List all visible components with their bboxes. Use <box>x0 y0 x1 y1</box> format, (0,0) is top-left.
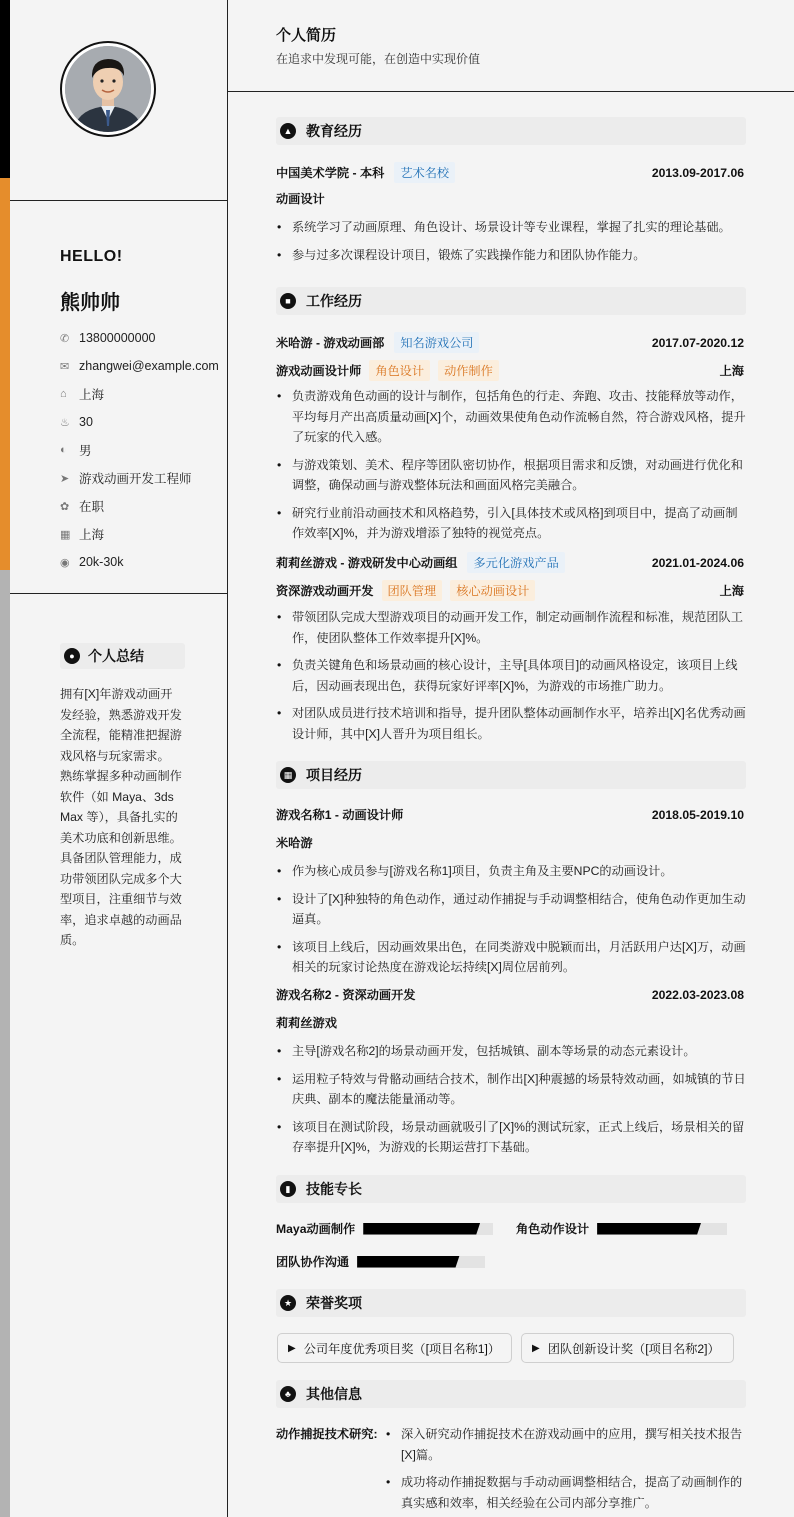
project-company-row <box>276 834 744 851</box>
info-row <box>60 548 219 576</box>
project-date: 2018.05-2019.10 <box>651 807 744 822</box>
skill-item <box>516 1220 727 1237</box>
info-row <box>60 352 219 380</box>
home-icon: ⌂ <box>60 388 67 400</box>
accent-stripe-middle <box>0 178 10 570</box>
education-row <box>276 162 744 183</box>
project-company: 莉莉丝游戏 <box>276 1016 337 1030</box>
info-text: 20k-30k <box>79 555 124 569</box>
page-subtitle: 在追求中发现可能，在创造中实现价值 <box>276 52 481 66</box>
project-company: 米哈游 <box>276 836 313 850</box>
info-row <box>60 464 219 492</box>
skill-tag: 团队管理 <box>382 580 443 601</box>
play-icon: ▶ <box>288 1342 296 1354</box>
other-bullets <box>385 1424 743 1517</box>
section-other-heading <box>276 1380 746 1408</box>
skill-item <box>276 1220 493 1237</box>
job-date: 2017.07-2020.12 <box>651 335 744 350</box>
info-text: 上海 <box>79 528 105 542</box>
list-item: • 深入研究动作捕捉技术在游戏动画中的应用，撰写相关技术报告[X]篇。 <box>385 1424 743 1465</box>
info-row <box>60 324 219 352</box>
status-icon: ✿ <box>60 500 70 513</box>
info-row <box>60 492 219 520</box>
company-name: 米哈游 - 游戏动画部 <box>276 336 385 350</box>
section-title: 荣誉奖项 <box>306 1295 362 1311</box>
info-text: 男 <box>79 444 92 458</box>
accent-stripe-top <box>0 0 10 178</box>
section-title: 技能专长 <box>306 1181 362 1197</box>
award-label: 团队创新设计奖（[项目名称2]） <box>547 1341 720 1356</box>
summary-heading <box>60 643 185 669</box>
list-item: • 设计了[X]种独特的角色动作，通过动作捕捉与手动调整相结合，使角色动作更加生动逼真。 <box>276 889 746 930</box>
award-item[interactable] <box>521 1333 734 1363</box>
list-item: • 带领团队完成大型游戏项目的动画开发工作，制定动画制作流程和标准，规范团队工作，使团队整体工作效率提升[X]%。 <box>276 607 746 648</box>
other-label: 动作捕捉技术研究: <box>276 1427 378 1441</box>
project-bullets <box>276 1041 746 1165</box>
project-date: 2022.03-2023.08 <box>651 987 744 1002</box>
building-icon: ▦ <box>60 528 71 541</box>
job-row <box>276 552 744 573</box>
accent-stripe-bottom <box>0 570 10 1517</box>
list-item: • 负责关键角色和场景动画的核心设计，主导[具体项目]的动画风格设定，该项目上线后，因动画表现出色，获得玩家好评率[X]%，为游戏的市场推广助力。 <box>276 655 746 696</box>
major-name: 动画设计 <box>276 192 325 206</box>
school-tag: 艺术名校 <box>394 162 455 183</box>
email-icon: ✉ <box>60 360 70 373</box>
skill-name: Maya动画制作 <box>276 1222 356 1236</box>
list-item: • 该项目在测试阶段，场景动画就吸引了[X]%的测试玩家，正式上线后，场景相关的留存率提升[X]%，为游戏的长期运营打下基础。 <box>276 1117 746 1158</box>
section-education-heading <box>276 117 746 145</box>
sidebar <box>10 0 228 1517</box>
skill-bar <box>597 1223 727 1235</box>
job-location: 上海 <box>719 364 744 378</box>
project-name: 游戏名称1 - 动画设计师 <box>276 808 404 822</box>
avatar <box>65 46 151 132</box>
phone-icon: ✆ <box>60 332 70 345</box>
send-icon: ➤ <box>60 472 70 485</box>
award-label: 公司年度优秀项目奖（[项目名称1]） <box>303 1341 501 1356</box>
project-company-row <box>276 1014 744 1031</box>
list-item: • 主导[游戏名称2]的场景动画开发，包括城镇、副本等场景的动态元素设计。 <box>276 1041 746 1062</box>
info-row <box>60 380 219 408</box>
hello-heading: HELLO! <box>60 248 123 265</box>
sidebar-divider <box>10 200 228 201</box>
job-bullets <box>276 386 746 551</box>
list-item: • 系统学习了动画原理、角色设计、场景设计等专业课程，掌握了扎实的理论基础。 <box>276 217 746 238</box>
skill-tag: 动作制作 <box>438 360 499 381</box>
info-text: 游戏动画开发工程师 <box>79 472 192 486</box>
education-date: 2013.09-2017.06 <box>651 165 744 180</box>
gender-icon: ◐ <box>60 444 67 456</box>
graduation-cap-icon: ▲ <box>280 123 296 139</box>
info-text: 上海 <box>79 388 105 402</box>
info-text: 在职 <box>79 500 105 514</box>
job-bullets <box>276 607 746 751</box>
job-role: 游戏动画设计师 <box>276 364 362 378</box>
company-tag: 知名游戏公司 <box>394 332 479 353</box>
award-item[interactable] <box>277 1333 512 1363</box>
school-name: 中国美术学院 - 本科 <box>276 166 385 180</box>
skill-name: 角色动作设计 <box>516 1222 590 1236</box>
list-item: • 参与过多次课程设计项目，锻炼了实践操作能力和团队协作能力。 <box>276 245 746 266</box>
skill-bar <box>363 1223 493 1235</box>
job-location: 上海 <box>719 584 744 598</box>
section-title: 工作经历 <box>306 293 362 309</box>
summary-title: 个人总结 <box>88 648 144 664</box>
section-skills-heading <box>276 1175 746 1203</box>
education-bullets <box>276 217 746 272</box>
project-row <box>276 986 744 1003</box>
info-row <box>60 436 219 464</box>
info-row <box>60 408 219 436</box>
job-date: 2021.01-2024.06 <box>651 555 744 570</box>
page-title: 个人简历 <box>276 27 337 44</box>
summary-text: 拥有[X]年游戏动画开发经验，熟悉游戏开发全流程，能精准把握游戏风格与玩家需求。 熟练掌握多种动画制作软件（如 Maya、3ds Max 等），具备扎实的美术功底和创新思维。 具备团队管理能力，成功带领团队完成多个大型项目，注重细节与效率，追求卓越的动画品质。 <box>60 687 182 947</box>
list-item: • 对团队成员进行技术培训和指导，提升团队整体动画制作水平，培养出[X]名优秀动画设计师，其中[X]人晋升为项目组长。 <box>276 703 746 744</box>
list-item: • 该项目上线后，因动画效果出色，在同类游戏中脱颖而出，月活跃用户达[X]万，动画相关的玩家讨论热度在游戏论坛持续[X]周位居前列。 <box>276 937 746 978</box>
list-item: • 成功将动作捕捉数据与手动动画调整相结合，提高了动画制作的真实感和效率，相关经验在公司内部分享推广。 <box>385 1472 743 1513</box>
list-item: • 运用粒子特效与骨骼动画结合技术，制作出[X]种震撼的场景特效动画，如城镇的节日庆典、副本的魔法能量涌动等。 <box>276 1069 746 1110</box>
company-name: 莉莉丝游戏 - 游戏研发中心动画组 <box>276 556 458 570</box>
user-icon: ● <box>64 648 80 664</box>
header-divider <box>228 91 794 92</box>
job-role-row <box>276 580 744 601</box>
job-role-row <box>276 360 744 381</box>
avatar-photo <box>65 46 151 132</box>
grid-icon: ▦ <box>280 767 296 783</box>
info-row <box>60 520 219 548</box>
job-role: 资深游戏动画开发 <box>276 584 374 598</box>
list-item: • 作为核心成员参与[游戏名称1]项目，负责主角及主要NPC的动画设计。 <box>276 861 746 882</box>
company-tag: 多元化游戏产品 <box>467 552 564 573</box>
project-row <box>276 806 744 823</box>
skill-bar-fill <box>363 1223 480 1235</box>
contact-info-list <box>60 324 219 576</box>
skill-bar-fill <box>597 1223 701 1235</box>
section-work-heading <box>276 287 746 315</box>
section-projects-heading <box>276 761 746 789</box>
cake-icon: ♨ <box>60 416 70 429</box>
salary-icon: ◉ <box>60 556 70 569</box>
person-name: 熊帅帅 <box>60 292 120 314</box>
list-item: • 研究行业前沿动画技术和风格趋势，引入[具体技术或风格]到项目中，提高了动画制作效率[X]%，并为游戏增添了独特的视觉亮点。 <box>276 503 746 544</box>
skill-tag: 核心动画设计 <box>450 580 535 601</box>
section-title: 教育经历 <box>306 123 362 139</box>
project-name: 游戏名称2 - 资深动画开发 <box>276 988 416 1002</box>
people-icon: ♣ <box>280 1386 296 1402</box>
skill-tag: 角色设计 <box>369 360 430 381</box>
bar-chart-icon: ▮ <box>280 1181 296 1197</box>
skill-item <box>276 1253 485 1270</box>
section-title: 项目经历 <box>306 767 362 783</box>
info-text: 13800000000 <box>79 331 156 345</box>
skill-name: 团队协作沟通 <box>276 1255 350 1269</box>
project-bullets <box>276 861 746 985</box>
skill-bar-fill <box>357 1256 459 1268</box>
sidebar-divider <box>10 593 228 594</box>
list-item: • 与游戏策划、美术、程序等团队密切协作，根据项目需求和反馈，对动画进行优化和调整，确保动画与游戏整体玩法和画面风格完美融合。 <box>276 455 746 496</box>
section-awards-heading <box>276 1289 746 1317</box>
job-row <box>276 332 744 353</box>
skill-bar <box>357 1256 485 1268</box>
section-title: 其他信息 <box>306 1386 362 1402</box>
briefcase-icon: ■ <box>280 293 296 309</box>
avatar-frame <box>60 41 156 137</box>
main-content <box>228 0 794 1517</box>
education-major-row <box>276 190 744 207</box>
list-item: • 负责游戏角色动画的设计与制作，包括角色的行走、奔跑、攻击、技能释放等动作，平均每月产出高质量动画[X]个，动画效果使角色动作流畅自然，符合游戏风格，提升了玩家的代入感。 <box>276 386 746 448</box>
medal-icon: ★ <box>280 1295 296 1311</box>
info-text: zhangwei@example.com <box>79 359 219 373</box>
info-text: 30 <box>79 415 93 429</box>
play-icon: ▶ <box>532 1342 540 1354</box>
